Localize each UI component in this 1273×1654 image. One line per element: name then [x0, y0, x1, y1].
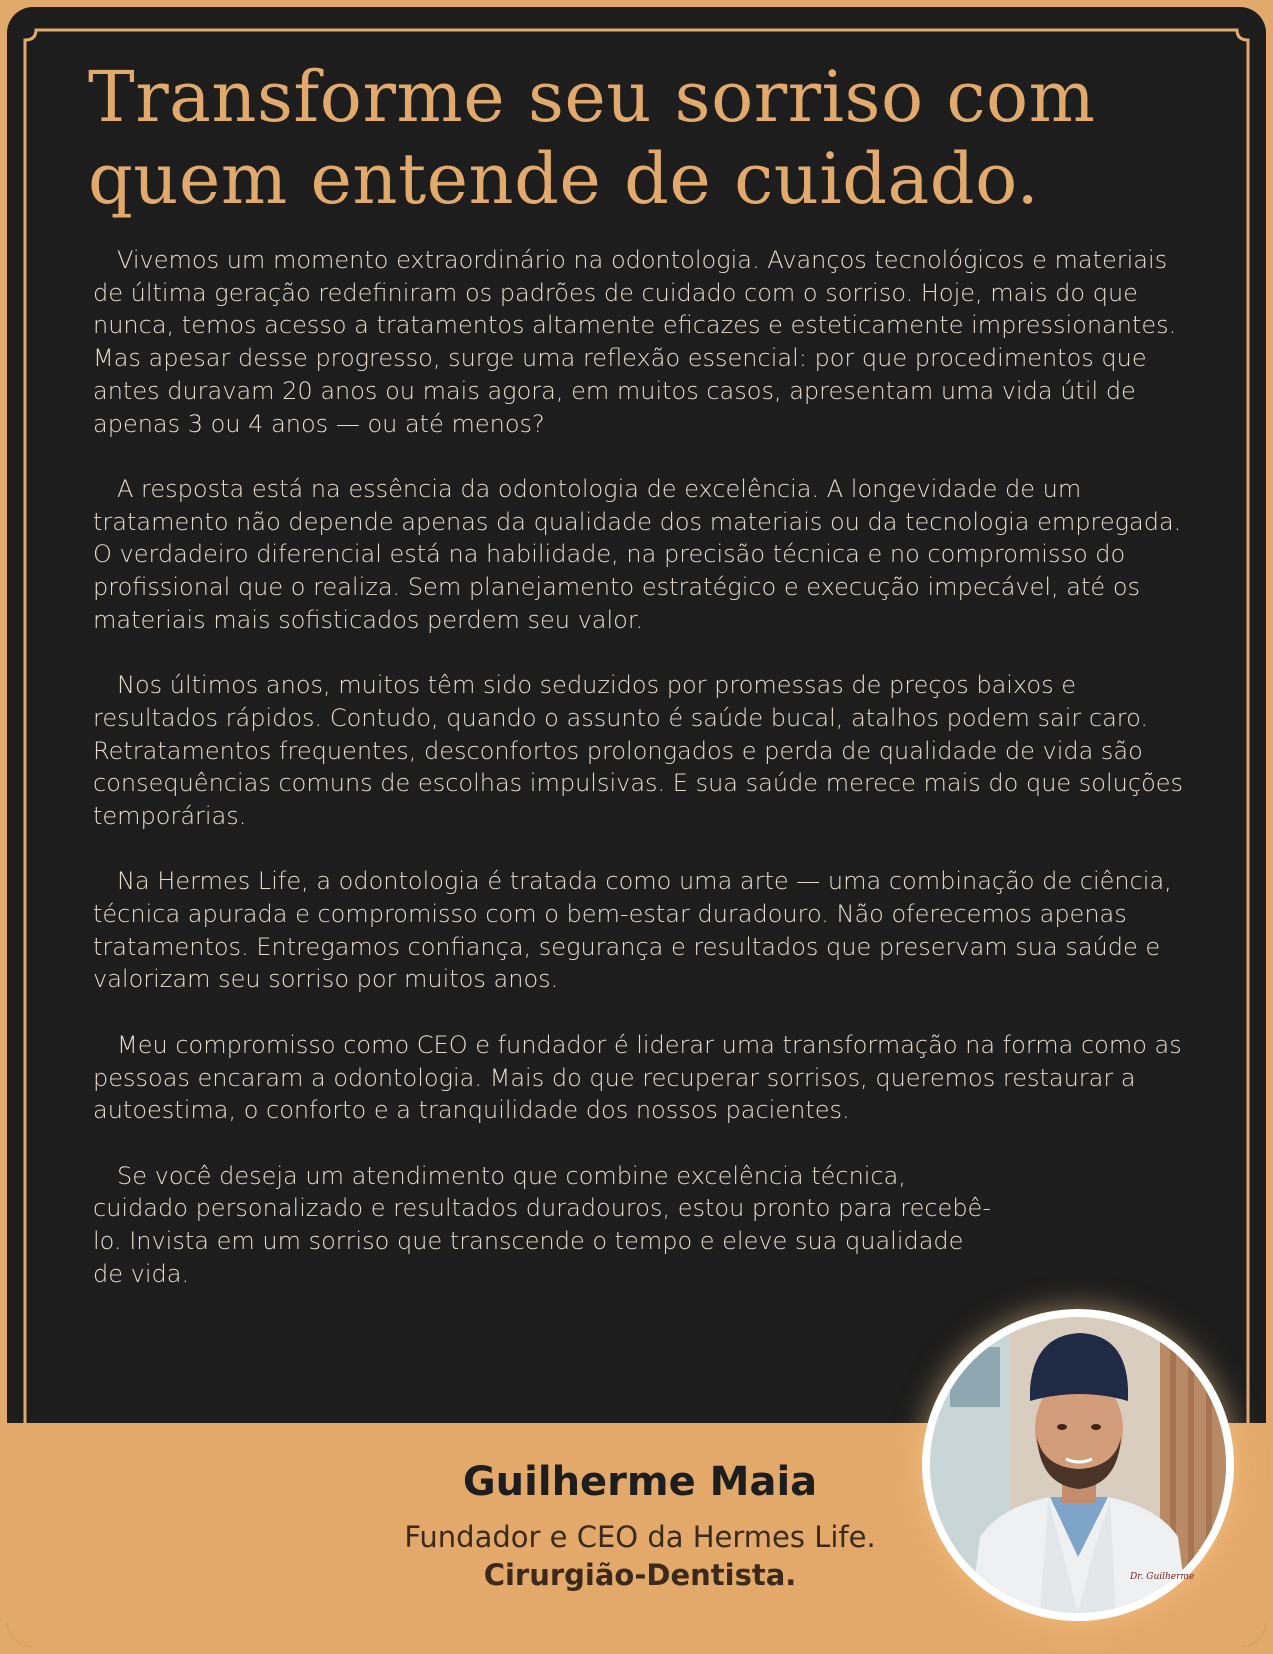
dentist-portrait-illustration: [930, 1317, 1226, 1613]
coat-embroidery: Dr. Guilherme: [1130, 1572, 1195, 1582]
paragraph-5: Meu compromisso como CEO e fundador é liderar uma transformação na forma como as pessoas encaram a odontologia. Mais do que recuperar sorrisos, queremos restaurar a autoestima, o conforto e a tranquilidade dos nossos pacientes.: [93, 1030, 1182, 1125]
signature-name: Guilherme Maia: [462, 1459, 818, 1505]
paragraph-2: A resposta está na essência da odontologia de excelência. A longevidade de um tratamento não depende apenas da qualidade dos materiais ou da tecnologia empregada. O verdadeiro diferencial está na habilidade, na precisão técnica e no compromisso do profissional que o realiza. Sem planejamento estratégico e execução impecável, até os materiais mais sofisticados perdem seu valor.: [93, 474, 1182, 634]
title-line-1: Transforme seu sorriso com: [88, 56, 1096, 138]
signature-role: Fundador e CEO da Hermes Life.: [404, 1520, 876, 1554]
paragraph-1: Vivemos um momento extraordinário na odontologia. Avanços tecnológicos e materiais de última geração redefiniram os padrões de cuidado com o sorriso. Hoje, mais do que nunca, temos acesso a tratamentos altamente eficazes e esteticamente impressionantes. Mas apesar desse progresso, surge uma reflexão essencial: por que procedimentos que antes duravam 20 anos ou mais agora, em muitos casos, apresentam uma vida útil de apenas 3 ou 4 anos — ou até menos?: [93, 246, 1177, 438]
signature-title: Cirurgião-Dentista.: [483, 1558, 797, 1592]
paragraph-6: Se você deseja um atendimento que combine excelência técnica, cuidado personalizado e resultados duradouros, estou pronto para recebê-lo. Invista em um sorriso que transcende o tempo e eleve sua qualidade de vida.: [93, 1161, 991, 1288]
page-title: [88, 56, 1188, 220]
portrait-photo: [922, 1309, 1234, 1621]
title-line-2: quem entende de cuidado.: [88, 138, 1040, 220]
letter-body: [93, 244, 1193, 1290]
paragraph-4: Na Hermes Life, a odontologia é tratada como uma arte — uma combinação de ciência, técnica apurada e compromisso com o bem-estar duradouro. Não oferecemos apenas tratamentos. Entregamos confiança, segurança e resultados que preservam sua saúde e valorizam seu sorriso por muitos anos.: [93, 867, 1172, 994]
paragraph-3: Nos últimos anos, muitos têm sido seduzidos por promessas de preços baixos e resultados rápidos. Contudo, quando o assunto é saúde bucal, atalhos podem sair caro. Retratamentos frequentes, desconfortos prolongados e perda de qualidade de vida são consequências comuns de escolhas impulsivas. E sua saúde merece mais do que soluções temporárias.: [93, 671, 1184, 830]
